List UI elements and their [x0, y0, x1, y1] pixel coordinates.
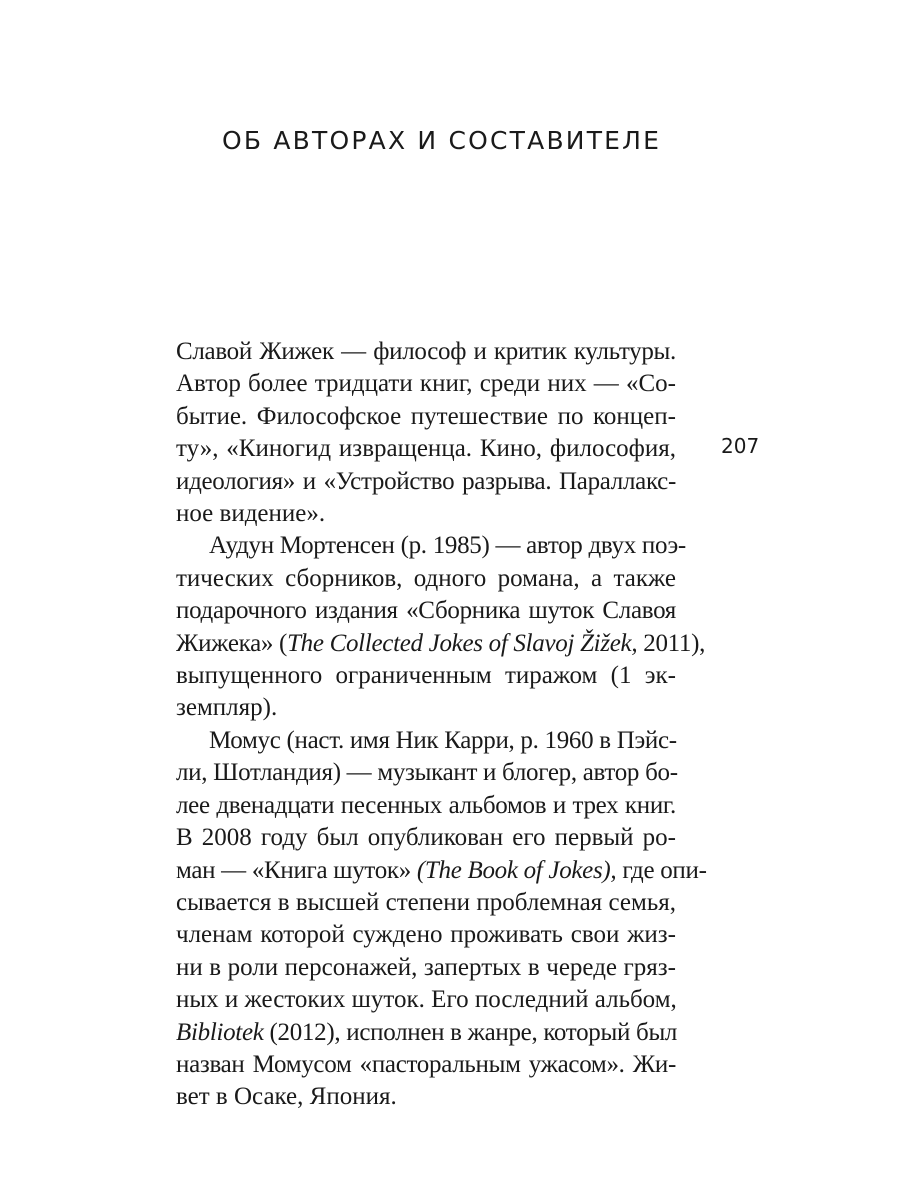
text-line: ту», «Киногид извращенца. Кино, философия, [176, 435, 676, 463]
text-line: подарочного издания «Сборника шуток Славоя [176, 597, 676, 625]
text-line: В 2008 году был опубликован его первый ро- [176, 824, 676, 852]
album-title: Bibliotek [176, 1018, 264, 1046]
text-line: ных и жестоких шуток. Его последний альбом, [176, 986, 677, 1014]
page-title: ОБ АВТОРАХ И СОСТАВИТЕЛЕ [222, 126, 662, 155]
book-title: The Collected Jokes of Slavoj Žižek, [287, 629, 638, 657]
text-line: идеология» и «Устройство разрыва. Параллакс- [176, 467, 676, 495]
text-line: ли, Шотландия) — музыкант и блогер, автор бо- [176, 759, 678, 787]
text-line [176, 1017, 676, 1049]
text-line: сывается в высшей степени проблемная семья, [176, 888, 676, 916]
paragraph-mortensen [176, 530, 706, 724]
text-line: ни в роли персонажей, запертых в череде гряз- [176, 953, 676, 981]
book-title: (The Book of Jokes), [416, 856, 617, 884]
text-line: тических сборников, одного романа, а также [176, 564, 676, 592]
authors-text [176, 336, 707, 1114]
text-run: 2011), [637, 629, 706, 657]
text-line: Момус (наст. имя Ник Карри, р. 1960 в Пэйс- [209, 726, 677, 754]
text-line: Автор более тридцати книг, среди них — «Со- [176, 370, 676, 398]
text-run: (2012), исполнен в жанре, который был [263, 1018, 678, 1046]
text-line [176, 855, 707, 887]
text-run: где опи- [616, 856, 707, 884]
paragraph-zizek [176, 336, 676, 530]
text-run: ман — «Книга шуток» [176, 856, 417, 884]
page-number: 207 [721, 434, 760, 458]
text-line: лее двенадцати песенных альбомов и трех книг. [176, 791, 676, 819]
text-line: членам которой суждено проживать свои жиз- [176, 921, 676, 949]
text-line: ное видение». [176, 500, 326, 528]
text-line: вет в Осаке, Япония. [176, 1083, 397, 1111]
text-run: Жижека» ( [176, 629, 288, 657]
text-line: Славой Жижек — философ и критик культуры. [176, 338, 676, 365]
text-line: земпляр). [176, 694, 278, 722]
text-line: назван Момусом «пасторальным ужасом». Жи- [176, 1050, 676, 1078]
text-line [176, 628, 706, 660]
text-line: выпущенного ограниченным тиражом (1 эк- [176, 662, 676, 690]
text-line: Аудун Мортенсен (р. 1985) — автор двух поэ- [209, 532, 686, 560]
paragraph-momus [176, 725, 707, 1114]
text-line: бытие. Философское путешествие по концеп- [176, 402, 676, 430]
